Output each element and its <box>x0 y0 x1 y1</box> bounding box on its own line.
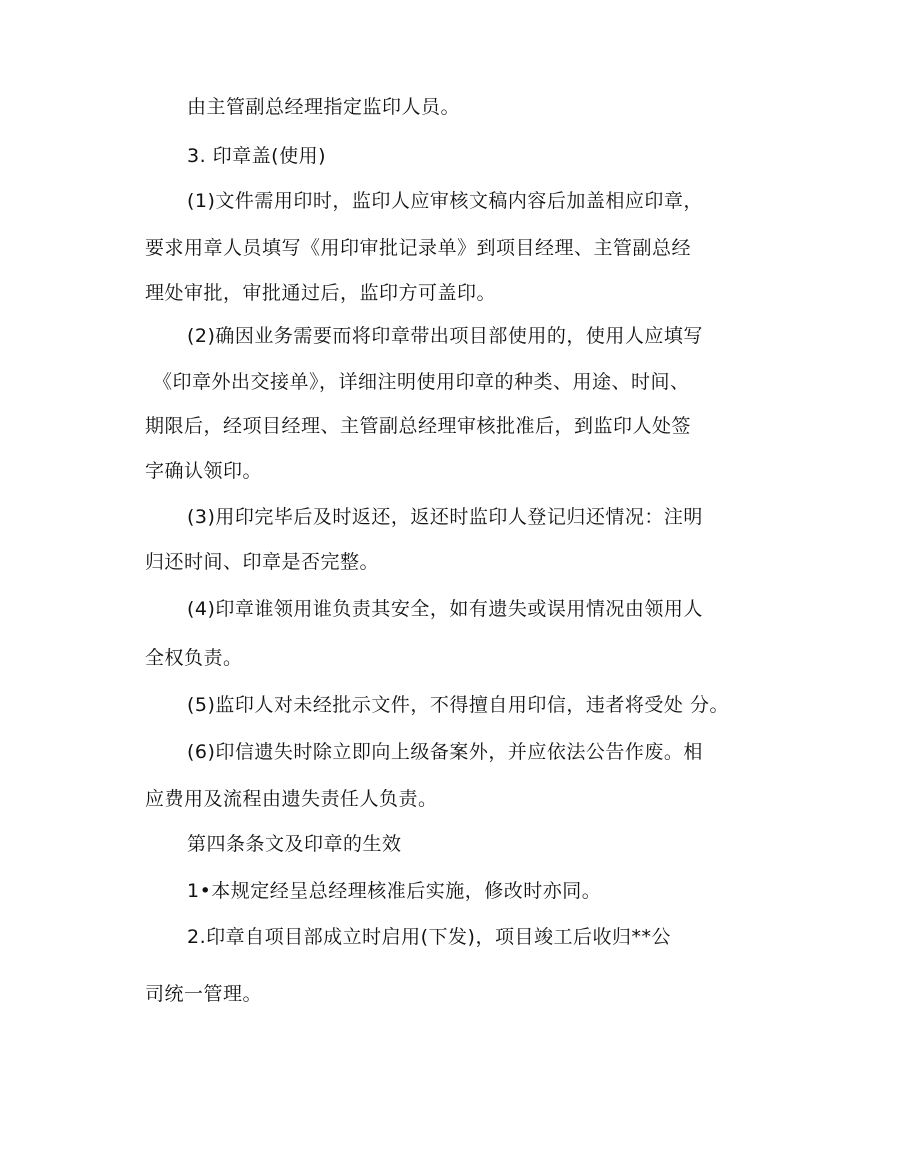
paragraph-line-16: 应费用及流程由遗失责任人负责。 <box>145 788 438 810</box>
paragraph-line-9: 字确认领印。 <box>145 460 263 482</box>
paragraph-line-6: (2)确因业务需要而将印章带出项目部使用的，使用人应填写 <box>187 325 703 347</box>
article-heading-4: 第四条条文及印章的生效 <box>187 833 402 855</box>
paragraph-line-12: (4)印章谁领用谁负责其安全，如有遗失或误用情况由领用人 <box>187 598 703 620</box>
paragraph-line-18: 1•本规定经呈总经理核准后实施，修改时亦同。 <box>187 880 602 902</box>
paragraph-line-5: 理处审批，审批通过后，监印方可盖印。 <box>145 282 497 304</box>
paragraph-line-7: 《印章外出交接单》，详细注明使用印章的种类、用途、时间、 <box>153 371 690 393</box>
section-heading-3: 3. 印章盖(使用) <box>187 145 326 167</box>
paragraph-line-15: (6)印信遗失时除立即向上级备案外，并应依法公告作废。相 <box>187 741 703 763</box>
paragraph-line-10: (3)用印完毕后及时返还，返还时监印人登记归还情况：注明 <box>187 506 703 528</box>
paragraph-line-14: (5)监印人对未经批示文件，不得擅自用印信，违者将受处 分。 <box>187 694 729 716</box>
paragraph-line-1: 由主管副总经理指定监印人员。 <box>187 96 461 118</box>
paragraph-line-8: 期限后，经项目经理、主管副总经理审核批准后，到监印人处签 <box>145 415 692 437</box>
paragraph-line-3: (1)文件需用印时，监印人应审核文稿内容后加盖相应印章， <box>187 190 703 212</box>
paragraph-line-13: 全权负责。 <box>145 647 243 669</box>
paragraph-line-20: 司统一管理。 <box>145 983 263 1005</box>
paragraph-line-19: 2.印章自项目部成立时启用(下发)，项目竣工后收归**公 <box>187 926 671 948</box>
paragraph-line-4: 要求用章人员填写《用印审批记录单》到项目经理、主管副总经 <box>145 237 692 259</box>
paragraph-line-11: 归还时间、印章是否完整。 <box>145 551 380 573</box>
